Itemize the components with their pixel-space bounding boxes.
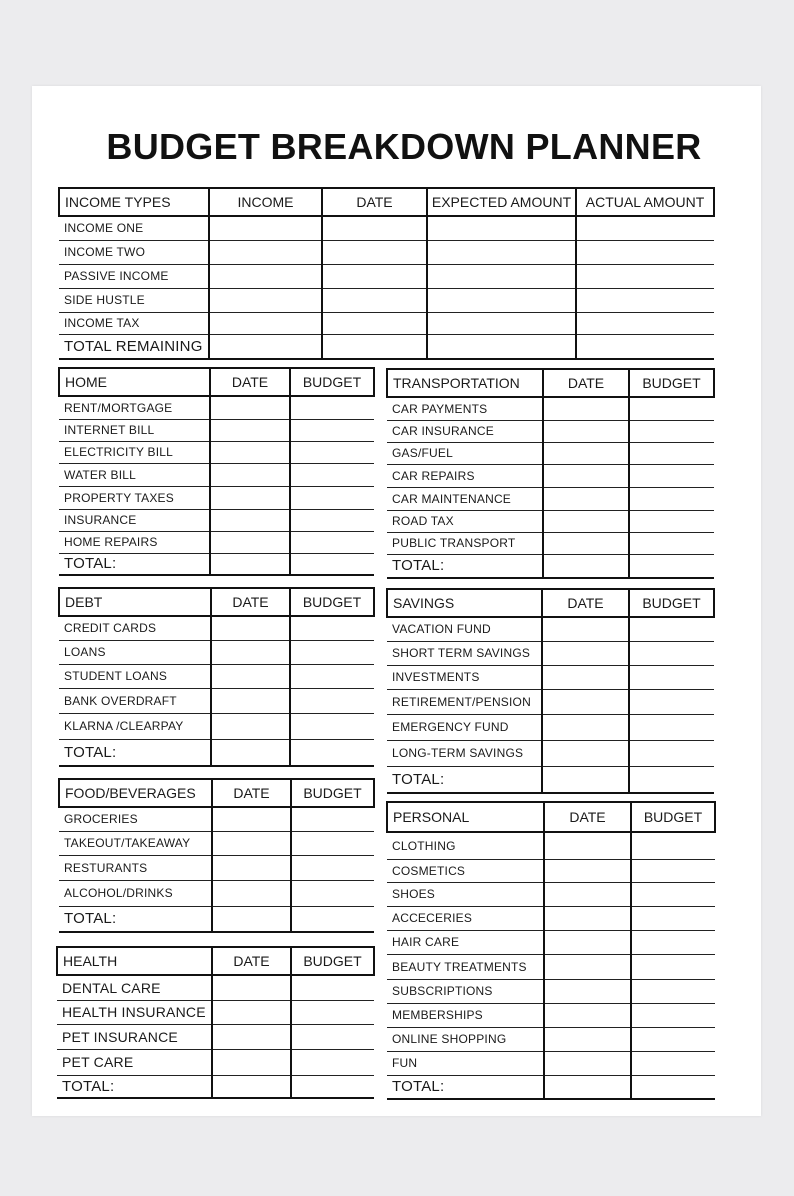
- table-row: [59, 688, 374, 713]
- table-row: [387, 487, 714, 510]
- date-cell[interactable]: [210, 509, 290, 531]
- date-cell[interactable]: [544, 906, 631, 930]
- budget-cell[interactable]: [291, 831, 374, 855]
- income-cell[interactable]: [209, 240, 322, 264]
- row-label: RETIREMENT/PENSION: [387, 689, 542, 714]
- date-cell[interactable]: [322, 216, 427, 240]
- income-cell[interactable]: [209, 312, 322, 334]
- date-cell[interactable]: [212, 807, 291, 831]
- budget-cell[interactable]: [291, 1075, 374, 1098]
- budget-cell[interactable]: [631, 954, 715, 979]
- table-row: [59, 880, 374, 906]
- income-cell[interactable]: [209, 334, 322, 359]
- budget-cell[interactable]: [629, 420, 714, 442]
- budget-cell[interactable]: [629, 487, 714, 510]
- date-header: DATE: [212, 779, 291, 807]
- total-row: [57, 1075, 374, 1098]
- personal-header: PERSONAL: [387, 802, 544, 832]
- date-cell[interactable]: [542, 689, 629, 714]
- expected-cell[interactable]: [427, 312, 576, 334]
- date-cell[interactable]: [543, 532, 629, 554]
- budget-cell[interactable]: [291, 1024, 374, 1049]
- date-cell[interactable]: [544, 954, 631, 979]
- total-row: [59, 906, 374, 932]
- debt-header: DEBT: [59, 588, 211, 616]
- date-cell[interactable]: [212, 1024, 291, 1049]
- row-label: COSMETICS: [387, 859, 544, 882]
- table-row: [59, 616, 374, 640]
- income-types-header: INCOME TYPES: [59, 188, 209, 216]
- food-beverages-table: [58, 778, 375, 933]
- row-label: SHOES: [387, 882, 544, 906]
- table-row: [387, 954, 715, 979]
- row-label: INTERNET BILL: [59, 419, 210, 441]
- total-label: TOTAL:: [387, 1075, 544, 1099]
- budget-cell[interactable]: [290, 441, 374, 463]
- total-label: TOTAL:: [387, 766, 542, 793]
- expected-amount-header: EXPECTED AMOUNT: [427, 188, 576, 216]
- row-label: EMERGENCY FUND: [387, 714, 542, 740]
- budget-cell[interactable]: [629, 689, 714, 714]
- row-label: PUBLIC TRANSPORT: [387, 532, 543, 554]
- income-cell[interactable]: [209, 288, 322, 312]
- date-cell[interactable]: [544, 1075, 631, 1099]
- row-label: CAR INSURANCE: [387, 420, 543, 442]
- table-row: [387, 641, 714, 665]
- date-cell[interactable]: [542, 714, 629, 740]
- date-cell[interactable]: [212, 975, 291, 1000]
- total-label: TOTAL:: [59, 553, 210, 575]
- date-cell[interactable]: [322, 240, 427, 264]
- date-cell[interactable]: [322, 312, 427, 334]
- row-label: KLARNA /CLEARPAY: [59, 713, 211, 739]
- table-row: [387, 979, 715, 1003]
- budget-cell[interactable]: [290, 486, 374, 509]
- income-table: [58, 187, 715, 360]
- row-label: HAIR CARE: [387, 930, 544, 954]
- table-row: [387, 859, 715, 882]
- table-row: [387, 906, 715, 930]
- table-row: [59, 531, 374, 553]
- row-label: INCOME ONE: [59, 216, 209, 240]
- actual-cell[interactable]: [576, 288, 714, 312]
- budget-cell[interactable]: [290, 616, 374, 640]
- table-row: [59, 486, 374, 509]
- row-label: VACATION FUND: [387, 617, 542, 641]
- actual-cell[interactable]: [576, 264, 714, 288]
- row-label: STUDENT LOANS: [59, 664, 211, 688]
- date-cell[interactable]: [543, 397, 629, 420]
- total-label: TOTAL:: [59, 906, 212, 932]
- budget-cell[interactable]: [631, 1003, 715, 1027]
- date-cell[interactable]: [542, 665, 629, 689]
- row-label: TAKEOUT/TAKEAWAY: [59, 831, 212, 855]
- table-row: [59, 640, 374, 664]
- row-label: GROCERIES: [59, 807, 212, 831]
- table-row: [387, 930, 715, 954]
- date-cell[interactable]: [544, 979, 631, 1003]
- total-row: [59, 739, 374, 766]
- table-row: [387, 420, 714, 442]
- table-row: [59, 216, 714, 240]
- date-cell[interactable]: [322, 334, 427, 359]
- budget-cell[interactable]: [290, 739, 374, 766]
- budget-cell[interactable]: [629, 714, 714, 740]
- total-row: [387, 554, 714, 578]
- table-row: [387, 510, 714, 532]
- budget-header: BUDGET: [290, 368, 374, 396]
- total-label: TOTAL REMAINING: [59, 334, 209, 359]
- row-label: INCOME TWO: [59, 240, 209, 264]
- row-label: PROPERTY TAXES: [59, 486, 210, 509]
- row-label: HEALTH INSURANCE: [57, 1000, 212, 1024]
- date-cell[interactable]: [210, 463, 290, 486]
- health-table: [56, 946, 375, 1099]
- date-cell[interactable]: [544, 859, 631, 882]
- date-header: DATE: [544, 802, 631, 832]
- budget-cell[interactable]: [631, 832, 715, 859]
- row-label: BEAUTY TREATMENTS: [387, 954, 544, 979]
- date-cell[interactable]: [544, 882, 631, 906]
- date-cell[interactable]: [211, 616, 290, 640]
- row-label: HOME REPAIRS: [59, 531, 210, 553]
- expected-cell[interactable]: [427, 334, 576, 359]
- budget-cell[interactable]: [291, 807, 374, 831]
- table-row: [59, 419, 374, 441]
- table-row: [59, 664, 374, 688]
- date-cell[interactable]: [210, 531, 290, 553]
- row-label: ACCECERIES: [387, 906, 544, 930]
- table-row: [387, 689, 714, 714]
- date-cell[interactable]: [212, 1049, 291, 1075]
- row-label: ROAD TAX: [387, 510, 543, 532]
- income-cell[interactable]: [209, 216, 322, 240]
- date-cell[interactable]: [212, 831, 291, 855]
- date-header: DATE: [212, 947, 291, 975]
- table-row: [59, 312, 714, 334]
- row-label: SUBSCRIPTIONS: [387, 979, 544, 1003]
- row-label: WATER BILL: [59, 463, 210, 486]
- date-cell[interactable]: [543, 420, 629, 442]
- total-label: TOTAL:: [59, 739, 211, 766]
- row-label: INVESTMENTS: [387, 665, 542, 689]
- table-row: [387, 1051, 715, 1075]
- date-cell[interactable]: [544, 832, 631, 859]
- row-label: GAS/FUEL: [387, 442, 543, 464]
- table-row: [387, 617, 714, 641]
- expected-cell[interactable]: [427, 240, 576, 264]
- date-cell[interactable]: [543, 464, 629, 487]
- row-label: LOANS: [59, 640, 211, 664]
- row-label: ELECTRICITY BILL: [59, 441, 210, 463]
- table-row: [387, 397, 714, 420]
- table-row: [59, 396, 374, 419]
- budget-cell[interactable]: [629, 397, 714, 420]
- actual-cell[interactable]: [576, 312, 714, 334]
- home-table: [58, 367, 375, 576]
- table-row: [59, 288, 714, 312]
- row-label: FUN: [387, 1051, 544, 1075]
- budget-header: BUDGET: [629, 589, 714, 617]
- row-label: LONG-TERM SAVINGS: [387, 740, 542, 766]
- budget-cell[interactable]: [631, 930, 715, 954]
- budget-cell[interactable]: [290, 419, 374, 441]
- date-cell[interactable]: [322, 288, 427, 312]
- table-row: [387, 665, 714, 689]
- budget-cell[interactable]: [629, 740, 714, 766]
- income-header: INCOME: [209, 188, 322, 216]
- row-label: MEMBERSHIPS: [387, 1003, 544, 1027]
- row-label: PET INSURANCE: [57, 1024, 212, 1049]
- table-row: [387, 740, 714, 766]
- row-label: CAR PAYMENTS: [387, 397, 543, 420]
- actual-cell[interactable]: [576, 240, 714, 264]
- budget-cell[interactable]: [629, 617, 714, 641]
- expected-cell[interactable]: [427, 264, 576, 288]
- date-cell[interactable]: [542, 641, 629, 665]
- total-row: [387, 1075, 715, 1099]
- budget-cell[interactable]: [290, 463, 374, 486]
- total-label: TOTAL:: [57, 1075, 212, 1098]
- row-label: INSURANCE: [59, 509, 210, 531]
- date-cell[interactable]: [212, 906, 291, 932]
- row-label: PET CARE: [57, 1049, 212, 1075]
- date-cell[interactable]: [210, 441, 290, 463]
- budget-cell[interactable]: [631, 859, 715, 882]
- date-cell[interactable]: [212, 1075, 291, 1098]
- total-row: [387, 766, 714, 793]
- health-header: HEALTH: [57, 947, 212, 975]
- date-cell[interactable]: [210, 486, 290, 509]
- table-row: [57, 975, 374, 1000]
- row-label: CAR MAINTENANCE: [387, 487, 543, 510]
- budget-cell[interactable]: [629, 464, 714, 487]
- row-label: RESTURANTS: [59, 855, 212, 880]
- date-cell[interactable]: [544, 1003, 631, 1027]
- date-cell[interactable]: [542, 740, 629, 766]
- budget-cell[interactable]: [631, 906, 715, 930]
- actual-amount-header: ACTUAL AMOUNT: [576, 188, 714, 216]
- budget-header: BUDGET: [290, 588, 374, 616]
- table-row: [57, 1024, 374, 1049]
- date-cell[interactable]: [544, 1027, 631, 1051]
- food-beverages-header: FOOD/BEVERAGES: [59, 779, 212, 807]
- date-cell[interactable]: [544, 930, 631, 954]
- budget-cell[interactable]: [290, 713, 374, 739]
- date-cell[interactable]: [543, 510, 629, 532]
- budget-cell[interactable]: [629, 554, 714, 578]
- row-label: CAR REPAIRS: [387, 464, 543, 487]
- budget-cell[interactable]: [629, 442, 714, 464]
- date-cell[interactable]: [210, 419, 290, 441]
- page-title: BUDGET BREAKDOWN PLANNER: [106, 126, 702, 167]
- table-row: [59, 463, 374, 486]
- table-row: [387, 1027, 715, 1051]
- expected-cell[interactable]: [427, 288, 576, 312]
- table-row: [59, 807, 374, 831]
- actual-cell[interactable]: [576, 334, 714, 359]
- date-cell[interactable]: [211, 640, 290, 664]
- budget-cell[interactable]: [629, 510, 714, 532]
- row-label: ALCOHOL/DRINKS: [59, 880, 212, 906]
- debt-table: [58, 587, 375, 767]
- personal-table: [386, 801, 716, 1100]
- date-cell[interactable]: [211, 739, 290, 766]
- date-cell[interactable]: [543, 487, 629, 510]
- date-cell[interactable]: [212, 1000, 291, 1024]
- table-row: [387, 714, 714, 740]
- savings-header: SAVINGS: [387, 589, 542, 617]
- budget-cell[interactable]: [629, 532, 714, 554]
- date-header: DATE: [542, 589, 629, 617]
- budget-cell[interactable]: [631, 882, 715, 906]
- table-row: [387, 442, 714, 464]
- transportation-table: [386, 368, 715, 579]
- budget-header: BUDGET: [629, 369, 714, 397]
- date-cell[interactable]: [211, 664, 290, 688]
- row-label: RENT/MORTGAGE: [59, 396, 210, 419]
- row-label: SHORT TERM SAVINGS: [387, 641, 542, 665]
- date-header: DATE: [211, 588, 290, 616]
- expected-cell[interactable]: [427, 216, 576, 240]
- table-row: [387, 532, 714, 554]
- date-cell[interactable]: [543, 442, 629, 464]
- budget-cell[interactable]: [629, 665, 714, 689]
- row-label: SIDE HUSTLE: [59, 288, 209, 312]
- budget-cell[interactable]: [290, 640, 374, 664]
- row-label: DENTAL CARE: [57, 975, 212, 1000]
- date-cell[interactable]: [210, 553, 290, 575]
- budget-cell[interactable]: [290, 396, 374, 419]
- budget-header: BUDGET: [291, 779, 374, 807]
- table-row: [387, 464, 714, 487]
- table-row: [59, 264, 714, 288]
- table-row: [59, 509, 374, 531]
- budget-cell[interactable]: [290, 531, 374, 553]
- budget-cell[interactable]: [291, 906, 374, 932]
- total-label: TOTAL:: [387, 554, 543, 578]
- row-label: CREDIT CARDS: [59, 616, 211, 640]
- row-label: CLOTHING: [387, 832, 544, 859]
- date-header: DATE: [322, 188, 427, 216]
- budget-cell[interactable]: [631, 1051, 715, 1075]
- table-row: [387, 1003, 715, 1027]
- row-label: PASSIVE INCOME: [59, 264, 209, 288]
- row-label: ONLINE SHOPPING: [387, 1027, 544, 1051]
- budget-cell[interactable]: [291, 880, 374, 906]
- budget-cell[interactable]: [291, 855, 374, 880]
- budget-cell[interactable]: [629, 766, 714, 793]
- budget-cell[interactable]: [631, 979, 715, 1003]
- table-row: [59, 713, 374, 739]
- date-cell[interactable]: [543, 554, 629, 578]
- budget-cell[interactable]: [631, 1027, 715, 1051]
- transportation-header: TRANSPORTATION: [387, 369, 543, 397]
- budget-cell[interactable]: [290, 553, 374, 575]
- table-row: [59, 831, 374, 855]
- date-cell[interactable]: [211, 713, 290, 739]
- total-row: [59, 553, 374, 575]
- table-row: [59, 855, 374, 880]
- savings-table: [386, 588, 715, 794]
- budget-cell[interactable]: [631, 1075, 715, 1099]
- date-cell[interactable]: [542, 617, 629, 641]
- date-cell[interactable]: [542, 766, 629, 793]
- table-row: [57, 1000, 374, 1024]
- date-header: DATE: [543, 369, 629, 397]
- budget-cell[interactable]: [290, 509, 374, 531]
- budget-cell[interactable]: [291, 1049, 374, 1075]
- date-cell[interactable]: [210, 396, 290, 419]
- budget-header: BUDGET: [291, 947, 374, 975]
- budget-cell[interactable]: [291, 975, 374, 1000]
- table-row: [387, 832, 715, 859]
- date-cell[interactable]: [212, 880, 291, 906]
- budget-cell[interactable]: [290, 688, 374, 713]
- date-header: DATE: [210, 368, 290, 396]
- home-header: HOME: [59, 368, 210, 396]
- date-cell[interactable]: [212, 855, 291, 880]
- table-row: [59, 240, 714, 264]
- actual-cell[interactable]: [576, 216, 714, 240]
- table-row: [57, 1049, 374, 1075]
- row-label: INCOME TAX: [59, 312, 209, 334]
- budget-cell[interactable]: [291, 1000, 374, 1024]
- row-label: BANK OVERDRAFT: [59, 688, 211, 713]
- budget-cell[interactable]: [290, 664, 374, 688]
- budget-header: BUDGET: [631, 802, 715, 832]
- date-cell[interactable]: [211, 688, 290, 713]
- income-cell[interactable]: [209, 264, 322, 288]
- table-row: [387, 882, 715, 906]
- date-cell[interactable]: [544, 1051, 631, 1075]
- date-cell[interactable]: [322, 264, 427, 288]
- table-row: [59, 441, 374, 463]
- total-row: [59, 334, 714, 359]
- budget-cell[interactable]: [629, 641, 714, 665]
